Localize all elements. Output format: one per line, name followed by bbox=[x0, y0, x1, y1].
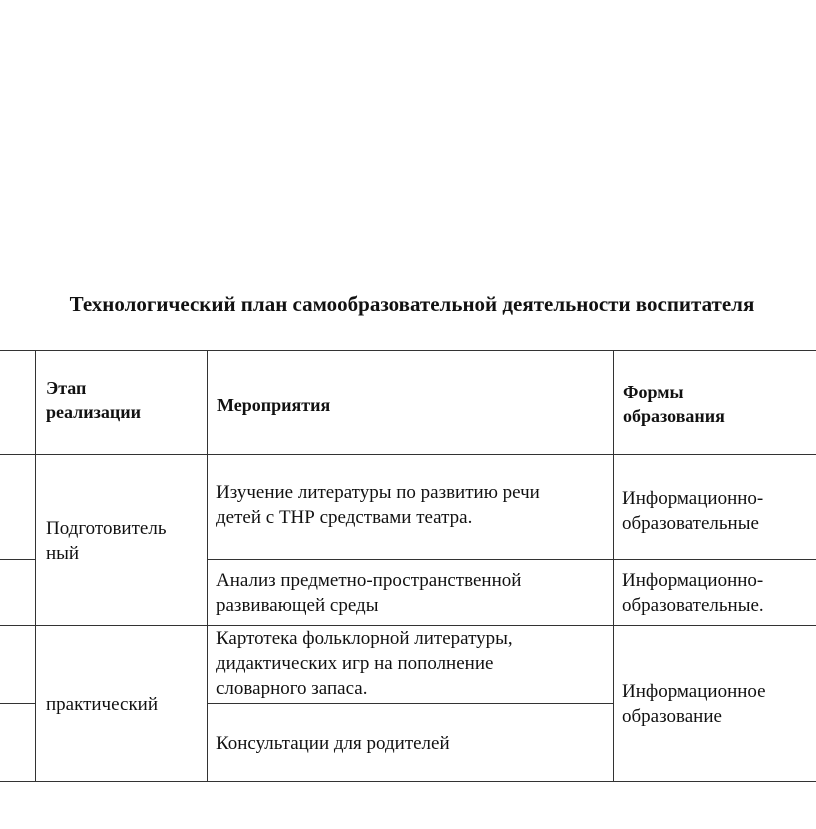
activity-folklore-cards: Картотека фольклорной литературы, дидактических игр на пополнение словарного запаса. bbox=[216, 628, 513, 699]
header-divider bbox=[0, 454, 816, 455]
stage-preparatory: Подготовитель ный bbox=[46, 518, 167, 564]
form-info-educational-2: Информационно- образовательные. bbox=[622, 570, 764, 616]
document-title: Технологический план самообразовательной деятельности воспитателя bbox=[69, 292, 755, 316]
header-forms: Формы образования bbox=[623, 382, 725, 426]
plan-table bbox=[0, 350, 816, 782]
activity-environment-analysis: Анализ предметно-пространственной развивающей среды bbox=[216, 570, 522, 616]
row-divider bbox=[207, 559, 816, 560]
column-divider bbox=[613, 350, 614, 782]
column-divider bbox=[207, 350, 208, 782]
activity-literature-study: Изучение литературы по развитию речи детей с ТНР средствами театра. bbox=[216, 482, 540, 528]
header-activities: Мероприятия bbox=[217, 395, 331, 415]
row-divider bbox=[0, 559, 36, 560]
form-info-educational-1: Информационно- образовательные bbox=[622, 488, 764, 534]
header-stage: Этап реализации bbox=[46, 378, 141, 422]
row-divider bbox=[207, 703, 613, 704]
column-divider bbox=[35, 350, 36, 782]
stage-practical: практический bbox=[46, 694, 159, 715]
table-border-bottom bbox=[0, 781, 816, 782]
table-border-top bbox=[0, 350, 816, 351]
form-info-education: Информационное образование bbox=[622, 681, 766, 727]
activity-parent-consultations: Консультации для родителей bbox=[216, 733, 450, 754]
row-divider bbox=[0, 703, 36, 704]
